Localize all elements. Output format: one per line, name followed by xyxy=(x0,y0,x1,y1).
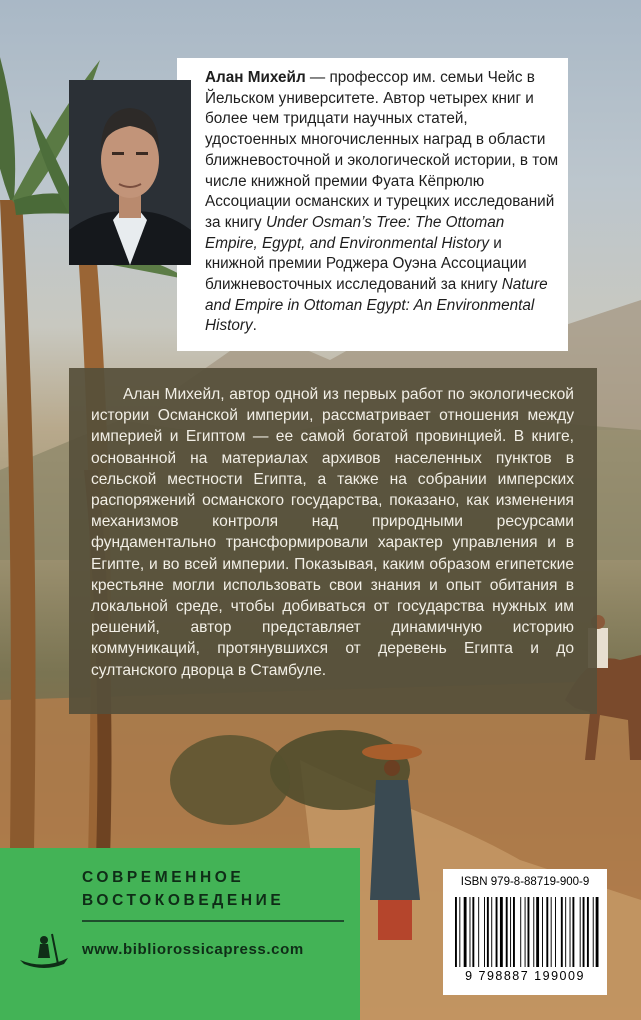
isbn-digits: 9 798887 199009 xyxy=(465,969,585,983)
barcode-bar xyxy=(587,897,589,967)
barcode-bar xyxy=(510,897,511,967)
barcode-bar xyxy=(528,897,530,967)
barcode-bar xyxy=(580,897,581,967)
author-photo xyxy=(69,80,191,265)
series-divider xyxy=(82,920,344,922)
barcode-bar xyxy=(536,897,539,967)
barcode-bar xyxy=(542,897,543,967)
barcode-bar xyxy=(565,897,566,967)
description-paragraph: Алан Михейл, автор одной из первых работ по экологической истории Османской империи, рассматривает отношения между империей и Египтом — ее самой богатой провинцией. В книге, основанной на материалах архивов населенных пунктов в сельской местности Египта, а также на собрании имперских распоряжений османского государства, показано, как изменения механизмов контроля над природными ресурсами фундаментально трансформировали характер управления и в Египте, и во всей империи. Показывая, каким образом египетские крестьяне могли использовать свои знания и опыт обитания в локальной среде, чтобы добиваться от государства нужных им решений, автор представляет динамичную историю коммуникаций, протянувшихся от деревень Египта и до султанского дворца в Стамбуле. xyxy=(91,386,574,679)
barcode-bar xyxy=(593,897,594,967)
barcode-bar xyxy=(570,897,571,967)
barcode-bar xyxy=(525,897,526,967)
author-bio-part-2: и книжной премии Роджера Оуэна Ассоциации ближневосточных исследований за книгу xyxy=(205,234,527,294)
barcode-bar xyxy=(496,897,498,967)
barcode-bar xyxy=(596,897,599,967)
barcode-bar xyxy=(478,897,479,967)
book-title-2: Nature and Empire in Ottoman Egypt: An Environmental History xyxy=(205,276,548,335)
author-name: Алан Михейл xyxy=(205,69,306,86)
barcode-bar xyxy=(555,897,556,967)
author-bio xyxy=(205,68,560,337)
barcode-bar xyxy=(464,897,467,967)
barcode-image xyxy=(453,895,600,969)
barcode-bar xyxy=(472,897,474,967)
barcode-bar xyxy=(583,897,585,967)
boat-logo-icon xyxy=(18,930,70,974)
barcode-bar xyxy=(546,897,548,967)
barcode-bar xyxy=(487,897,489,967)
isbn-barcode-box xyxy=(443,869,607,995)
barcode-bar xyxy=(491,897,492,967)
barcode-bar xyxy=(470,897,471,967)
author-portrait-image xyxy=(69,80,191,265)
series-title xyxy=(82,866,284,912)
author-bio-end: . xyxy=(252,317,257,335)
barcode-bar xyxy=(561,897,563,967)
book-title-1: Under Osman’s Tree: The Ottoman Empire, Egypt, and Environmental History xyxy=(205,213,505,252)
barcode-bar xyxy=(500,897,503,967)
barcode-bar xyxy=(551,897,552,967)
barcode-bar xyxy=(520,897,521,967)
barcode-bar xyxy=(513,897,515,967)
isbn-label: ISBN 979-8-88719-900-9 xyxy=(460,876,590,888)
barcode-bar xyxy=(459,897,460,967)
barcode-bar xyxy=(506,897,508,967)
barcode-bar xyxy=(533,897,534,967)
book-description xyxy=(91,384,574,681)
series-title-line-1: СОВРЕМЕННОЕ xyxy=(82,869,245,886)
author-bio-part-1: — профессор им. семьи Чейс в Йельском университете. Автор четырех книг и более чем тридцати научных статей, удостоенных многочисленных наград в области ближневосточной и экологической истории, в том числе книжной премии Фуата Кёпрюлю Ассоциации османских и турецких исследований за книгу xyxy=(205,69,559,231)
barcode-bar xyxy=(455,897,457,967)
publisher-website-link[interactable]: www.bibliorossicapress.com xyxy=(82,941,304,958)
series-title-line-2: ВОСТОКОВЕДЕНИЕ xyxy=(82,892,285,909)
barcode-bar xyxy=(572,897,574,967)
barcode-bar xyxy=(484,897,485,967)
